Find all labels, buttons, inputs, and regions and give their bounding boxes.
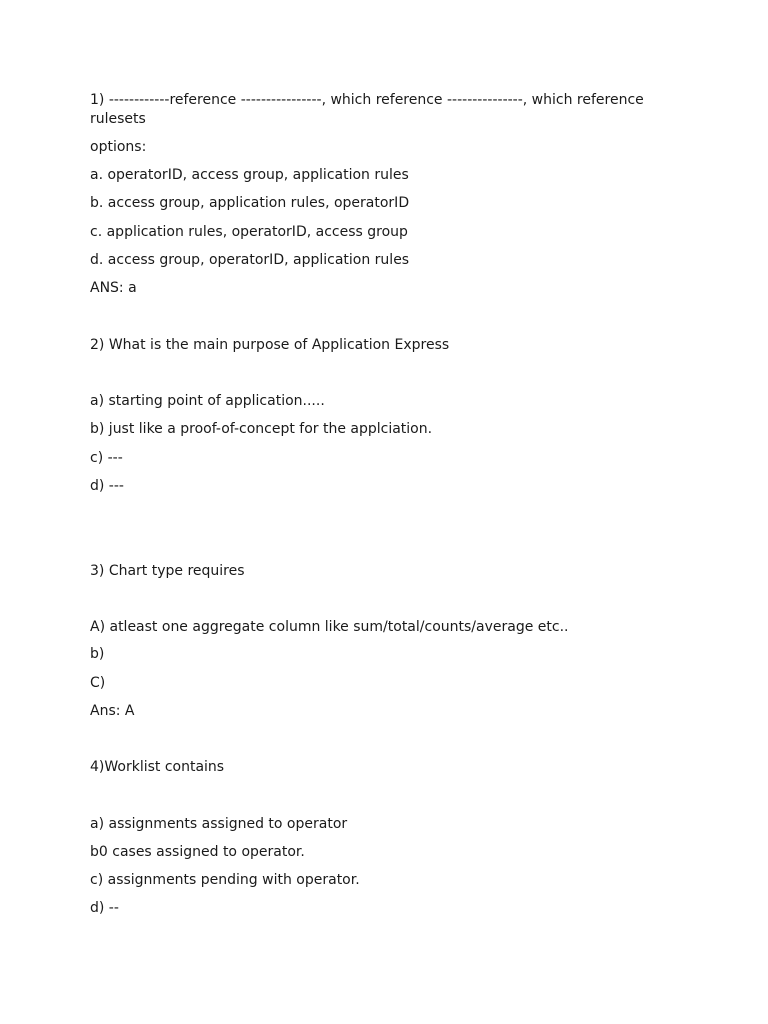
question-4-option-c: c) assignments pending with operator. <box>90 872 360 888</box>
question-4-option-a: a) assignments assigned to operator <box>90 816 348 832</box>
question-2-prompt: 2) What is the main purpose of Application Express <box>90 337 450 353</box>
question-1-option-c: c. application rules, operatorID, access group <box>90 224 408 240</box>
question-3-option-b: b) <box>90 646 105 662</box>
question-1-option-a: a. operatorID, access group, application rules <box>90 167 409 183</box>
question-1-answer: ANS: a <box>90 280 137 296</box>
question-1-options-label: options: <box>90 139 147 155</box>
question-2-option-d: d) --- <box>90 478 124 494</box>
question-1-prompt: 1) ------------reference ----------------, which reference ---------------, which reference rulesets <box>90 92 649 127</box>
question-3-option-c: C) <box>90 675 106 691</box>
question-4-option-b: b0 cases assigned to operator. <box>90 844 305 860</box>
question-2-option-c: c) --- <box>90 450 123 466</box>
question-3-option-a: A) atleast one aggregate column like sum/total/counts/average etc.. <box>90 619 569 635</box>
question-2-option-b: b) just like a proof-of-concept for the applciation. <box>90 421 433 437</box>
question-2-option-a: a) starting point of application..... <box>90 393 325 409</box>
question-1-option-d: d. access group, operatorID, application rules <box>90 252 410 268</box>
question-1-option-b: b. access group, application rules, operatorID <box>90 195 410 211</box>
question-3-prompt: 3) Chart type requires <box>90 563 245 579</box>
question-4-option-d: d) -- <box>90 900 119 916</box>
question-4-prompt: 4)Worklist contains <box>90 759 225 775</box>
question-3-answer: Ans: A <box>90 703 135 719</box>
